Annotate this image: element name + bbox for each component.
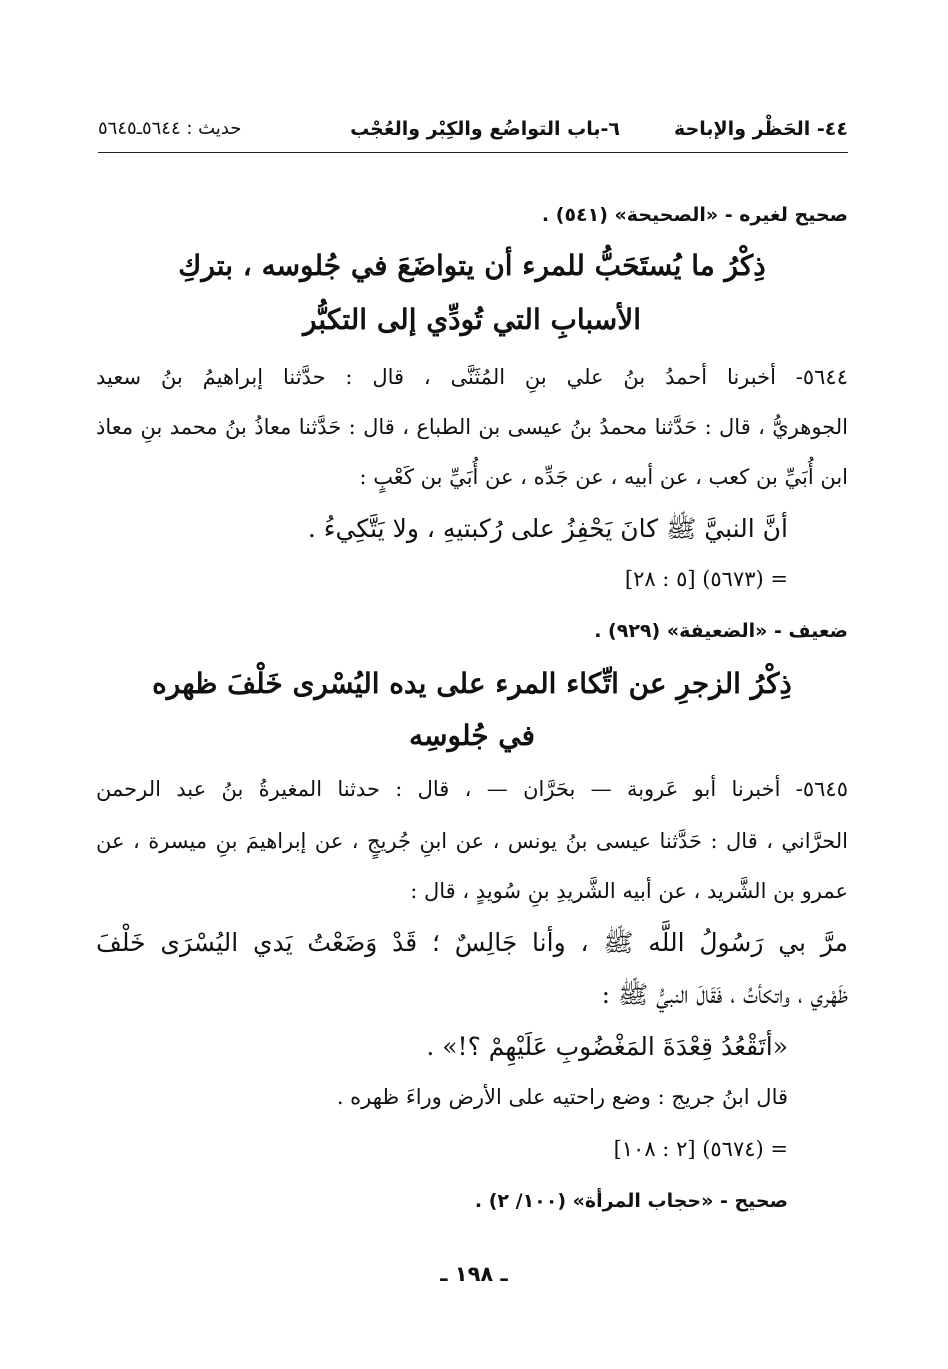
book-section-title: ٤٤- الحَظْر والإباحة <box>674 118 848 140</box>
hadith-5645-matn-line-1: مرَّ بي رَسُولُ اللَّه ﷺ ، وأنا جَالِسٌ ؛ قَدْ وَضَعْتُ يَدي اليُسْرَى خَلْفَ <box>96 928 848 957</box>
hadith-5644-isnad-line-1: ٥٦٤٤- أخبرنا أحمدُ بنُ علي بنِ المُثَنَّى ، قال : حدَّثنا إبراهيمُ بنُ سعيد <box>96 365 848 389</box>
hadith-5645-isnad-line-3: عمرو بن الشَّريد ، عن أبيه الشَّريدِ بنِ سُويدٍ ، قال : <box>410 879 848 903</box>
hadith-5645-note: قال ابنُ جريج : وضع راحتيه على الأرض وراءَ ظهره . <box>336 1085 788 1109</box>
hadith-5645-matn-line-2: ظَهْري ، واتكأتُ ، فَقَالَ النبيُّ ﷺ : <box>601 980 848 1009</box>
hadith-5645-matn-line-3: «أتَقْعُدُ قِعْدَةَ المَغْضُوبِ عَلَيْهِمْ ؟!» . <box>426 1032 788 1061</box>
grade-5645: صحيح - «حجاب المرأة» (١٠٠/ ٢) . <box>474 1190 788 1212</box>
header-divider <box>98 152 848 153</box>
hadith-5644-isnad-line-2: الجوهريُّ ، قال : حَدَّثنا محمدُ بنُ عيسى بن الطباع ، قال : حَدَّثنا معاذُ بنُ محمد بنِ معاذ <box>96 415 848 439</box>
hadith-5645-isnad-line-1: ٥٦٤٥- أخبرنا أبو عَروبة — بحَرَّان — ، قال : حدثنا المغيرةُ بنُ عبد الرحمن <box>96 777 848 801</box>
hadith-5644-isnad-line-3: ابن أُبَيِّ بن كعب ، عن أبيه ، عن جَدِّه ، عن أُبَيِّ بن كَعْبٍ : <box>359 465 848 489</box>
chapter-title: ٦-باب التواضُع والكِبْر والعُجْب <box>350 118 620 140</box>
hadith-5645-isnad-line-2: الحرَّاني ، قال : حَدَّثنا عيسى بنُ يونس ، عن ابنِ جُريجٍ ، عن إبراهيمَ بنِ ميسرة ، عن <box>96 829 848 853</box>
hadith-5644-reference: = (٥٦٧٣) [٥ : ٢٨] <box>624 567 788 591</box>
page-number: ـ ١٩٨ ـ <box>440 1262 508 1286</box>
section-title-1-line-1: ذِكْرُ ما يُستَحَبُّ للمرء أن يتواضَعَ في جُلوسه ، بتركِ <box>178 249 766 282</box>
grade-5644: ضعيف - «الضعيفة» (٩٢٩) . <box>594 620 848 642</box>
hadith-5644-matn: أنَّ النبيَّ ﷺ كانَ يَحْفِزُ على رُكبتيهِ ، ولا يَتَّكِيءُ . <box>307 514 788 543</box>
section-title-1-line-2: الأسبابِ التي تُودِّي إلى التكبُّر <box>302 303 642 336</box>
grade-previous: صحيح لغيره - «الصحيحة» (٥٤١) . <box>541 204 848 226</box>
section-title-2-line-2: في جُلوسِه <box>409 719 535 752</box>
section-title-2-line-1: ذِكْرُ الزجرِ عن اتِّكاء المرء على يده اليُسْرى خَلْفَ ظهره <box>152 667 792 700</box>
hadith-5645-reference: = (٥٦٧٤) [٢ : ١٠٨] <box>613 1137 788 1161</box>
running-header <box>98 114 848 148</box>
hadith-range: حديث : ٥٦٤٤ـ٥٦٤٥ <box>98 118 242 139</box>
